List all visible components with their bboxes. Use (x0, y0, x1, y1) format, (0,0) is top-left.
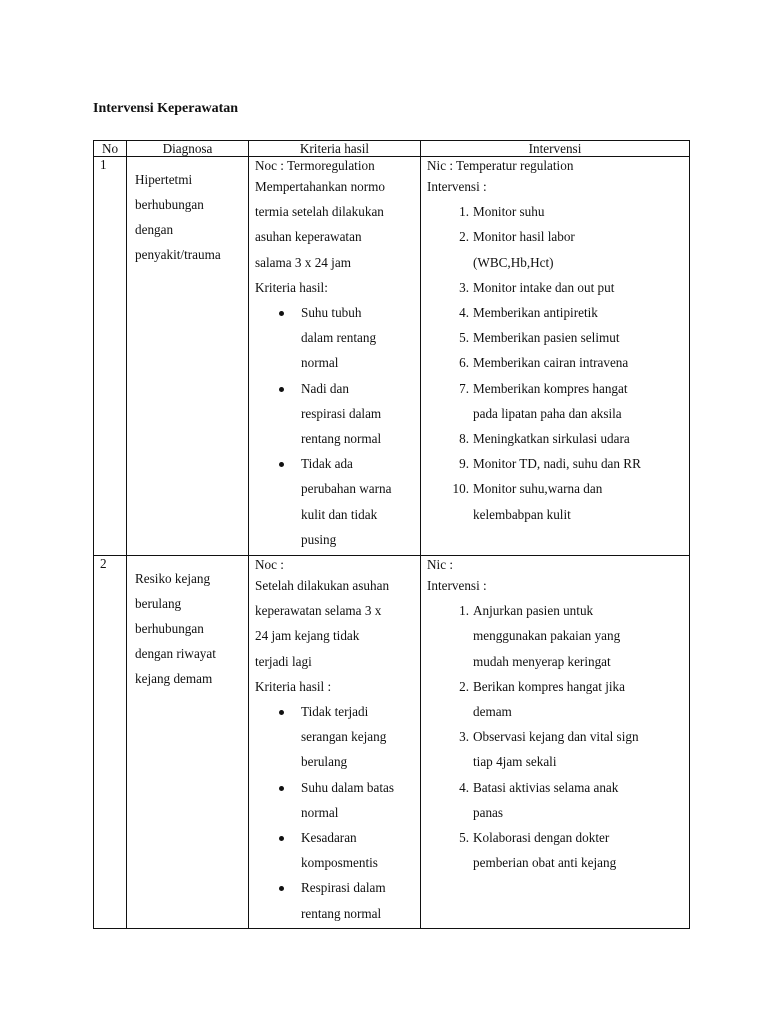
item-number: 4. (459, 305, 469, 321)
bullet-line: Tidak ada (301, 456, 353, 472)
bullet-icon (279, 387, 284, 392)
item-number: 5. (459, 830, 469, 846)
kriteria-bullet-item (279, 376, 414, 452)
cell-diagnosa (127, 556, 249, 929)
kriteria-bullet-list (255, 699, 414, 926)
cell-kriteria-hasil (249, 157, 421, 556)
bullet-icon (279, 836, 284, 841)
nic-header: Nic : (427, 557, 454, 572)
bullet-line: Kesadaran (301, 830, 357, 846)
item-number: 2. (459, 678, 469, 694)
cell-kriteria-hasil (249, 556, 421, 929)
diagnosa-line: dengan (135, 222, 174, 237)
bullet-line: komposmentis (301, 855, 378, 871)
intervensi-label: Intervensi : (427, 578, 487, 593)
kriteria-intro-line: Setelah dilakukan asuhan (255, 578, 390, 593)
item-line: pada lipatan paha dan aksila (473, 405, 622, 421)
item-line: kelembabpan kulit (473, 506, 571, 522)
kriteria-label: Kriteria hasil : (255, 678, 332, 694)
intervensi-label: Intervensi : (427, 179, 487, 194)
kriteria-intro-line: terjadi lagi (255, 653, 312, 669)
item-number: 3. (459, 279, 469, 295)
item-line: Monitor suhu,warna dan (473, 481, 603, 497)
bullet-line: dalam rentang (301, 330, 377, 346)
kriteria-bullet-item (279, 451, 414, 552)
item-line: Monitor suhu (473, 204, 545, 220)
bullet-icon (279, 786, 284, 791)
item-number: 1. (459, 204, 469, 220)
kriteria-intro-line: salama 3 x 24 jam (255, 254, 351, 270)
table-header-row (94, 141, 690, 157)
item-line: (WBC,Hb,Hct) (473, 254, 554, 270)
bullet-line: rentang normal (301, 431, 382, 447)
item-line: Memberikan pasien selimut (473, 330, 620, 346)
item-number: 2. (459, 229, 469, 245)
item-line: Berikan kompres hangat jika (473, 678, 625, 694)
cell-no: 2 (94, 556, 127, 929)
item-line: tiap 4jam sekali (473, 754, 557, 770)
item-line: pemberian obat anti kejang (473, 855, 617, 871)
header-no: No (94, 141, 127, 157)
intervensi-item (443, 724, 683, 774)
intervensi-item (443, 224, 683, 274)
item-line: Memberikan kompres hangat (473, 380, 628, 396)
diagnosa-line: kejang demam (135, 671, 213, 686)
item-line: demam (473, 704, 512, 720)
kriteria-bullet-item (279, 775, 414, 825)
bullet-line: kulit dan tidak (301, 506, 378, 522)
cell-intervensi (421, 157, 690, 556)
bullet-line: berulang (301, 754, 348, 770)
intervensi-item (443, 674, 683, 724)
bullet-icon (279, 886, 284, 891)
intervensi-item (443, 376, 683, 426)
noc-header: Noc : (255, 557, 284, 572)
header-kriteria-hasil: Kriteria hasil (249, 141, 421, 157)
item-number: 7. (459, 380, 469, 396)
item-number: 5. (459, 330, 469, 346)
item-line: menggunakan pakaian yang (473, 628, 621, 644)
bullet-line: perubahan warna (301, 481, 392, 497)
bullet-icon (279, 311, 284, 316)
bullet-line: respirasi dalam (301, 405, 382, 421)
item-line: panas (473, 804, 504, 820)
item-number: 1. (459, 603, 469, 619)
item-line: Anjurkan pasien untuk (473, 603, 594, 619)
header-diagnosa: Diagnosa (127, 141, 249, 157)
item-number: 10. (452, 481, 469, 497)
table-row (94, 556, 690, 929)
cell-diagnosa (127, 157, 249, 556)
item-number: 8. (459, 431, 469, 447)
kriteria-bullet-item (279, 699, 414, 775)
diagnosa-line: Resiko kejang (135, 571, 211, 586)
kriteria-intro-line: Mempertahankan normo (255, 179, 386, 194)
diagnosa-line: penyakit/trauma (135, 247, 221, 262)
cell-intervensi (421, 556, 690, 929)
intervensi-item (443, 300, 683, 325)
diagnosa-line: dengan riwayat (135, 646, 216, 661)
intervensi-numbered-list (427, 598, 683, 875)
noc-header: Noc : Termoregulation (255, 158, 375, 173)
intervensi-item (443, 775, 683, 825)
table-row (94, 157, 690, 556)
bullet-line: Nadi dan (301, 380, 349, 396)
item-line: Batasi aktivias selama anak (473, 779, 619, 795)
bullet-line: rentang normal (301, 905, 382, 921)
nursing-intervention-table (93, 140, 690, 929)
diagnosa-line: berhubungan (135, 621, 204, 636)
kriteria-intro-line: 24 jam kejang tidak (255, 628, 360, 644)
diagnosa-text (135, 167, 242, 267)
bullet-icon (279, 710, 284, 715)
bullet-line: Respirasi dalam (301, 880, 386, 896)
kriteria-bullet-item (279, 825, 414, 875)
bullet-line: normal (301, 355, 339, 371)
bullet-icon (279, 462, 284, 467)
diagnosa-line: berulang (135, 596, 182, 611)
bullet-line: normal (301, 804, 339, 820)
item-number: 6. (459, 355, 469, 371)
kriteria-intro-line: termia setelah dilakukan (255, 204, 384, 220)
document-title: Intervensi Keperawatan (93, 101, 239, 116)
bullet-line: Suhu tubuh (301, 305, 362, 321)
kriteria-label: Kriteria hasil: (255, 279, 328, 295)
item-number: 9. (459, 456, 469, 472)
item-line: mudah menyerap keringat (473, 653, 611, 669)
item-line: Meningkatkan sirkulasi udara (473, 431, 630, 447)
item-line: Observasi kejang dan vital sign (473, 729, 639, 745)
intervensi-item (443, 476, 683, 526)
bullet-line: Suhu dalam batas (301, 779, 395, 795)
item-number: 4. (459, 779, 469, 795)
item-line: Monitor TD, nadi, suhu dan RR (473, 456, 641, 472)
item-line: Monitor intake dan out put (473, 279, 615, 295)
header-intervensi: Intervensi (421, 141, 690, 157)
intervensi-item (443, 199, 683, 224)
kriteria-bullet-item (279, 875, 414, 925)
bullet-line: serangan kejang (301, 729, 387, 745)
item-line: Memberikan antipiretik (473, 305, 598, 321)
intervensi-item (443, 426, 683, 451)
kriteria-bullet-item (279, 300, 414, 376)
intervensi-item (443, 598, 683, 674)
item-number: 3. (459, 729, 469, 745)
intervensi-item (443, 451, 683, 476)
kriteria-bullet-list (255, 300, 414, 552)
bullet-line: pusing (301, 531, 337, 547)
bullet-line: Tidak terjadi (301, 704, 369, 720)
diagnosa-text (135, 566, 242, 691)
kriteria-intro-line: keperawatan selama 3 x (255, 603, 382, 619)
item-line: Kolaborasi dengan dokter (473, 830, 610, 846)
cell-no: 1 (94, 157, 127, 556)
item-line: Memberikan cairan intravena (473, 355, 629, 371)
item-line: Monitor hasil labor (473, 229, 575, 245)
intervensi-numbered-list (427, 199, 683, 527)
intervensi-item (443, 350, 683, 375)
diagnosa-line: berhubungan (135, 197, 204, 212)
kriteria-intro-line: asuhan keperawatan (255, 229, 362, 245)
intervensi-item (443, 825, 683, 875)
intervensi-item (443, 275, 683, 300)
nic-header: Nic : Temperatur regulation (427, 158, 574, 173)
intervensi-item (443, 325, 683, 350)
diagnosa-line: Hipertetmi (135, 172, 193, 187)
